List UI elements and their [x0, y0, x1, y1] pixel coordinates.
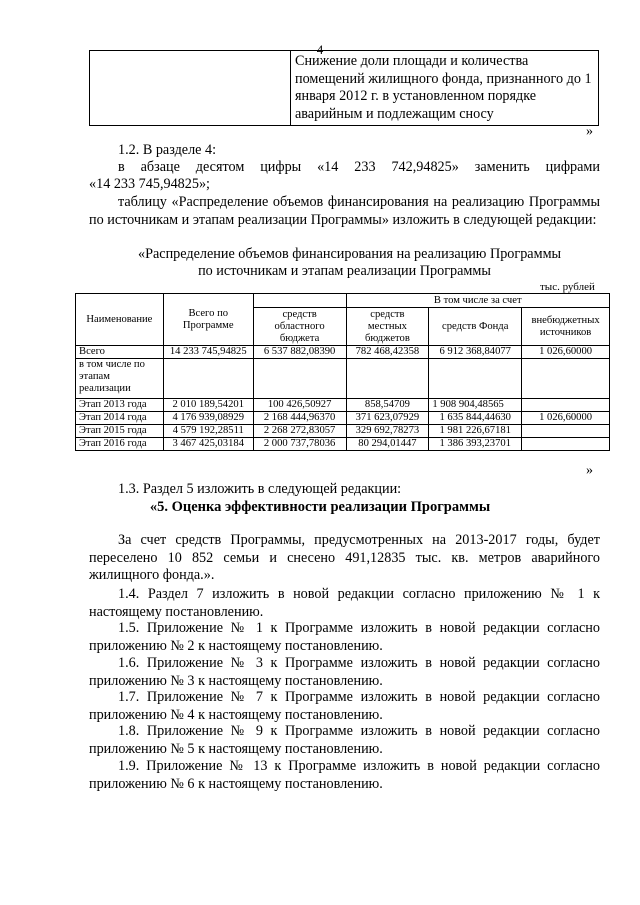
- row-name: Этап 2015 года: [76, 425, 164, 438]
- row-name: Этап 2013 года: [76, 399, 164, 412]
- closing-quote-2: »: [586, 463, 593, 478]
- closing-quote: »: [586, 124, 593, 139]
- row-total: 14 233 745,94825: [163, 346, 253, 359]
- row-local: 371 623,07929: [346, 412, 429, 425]
- row-fund: 1 908 904,48565: [429, 399, 522, 412]
- row-extra: 1 026,60000: [522, 346, 610, 359]
- page-number: 4: [316, 42, 324, 57]
- item-1-2-line1b: «14 233 745,94825»;: [89, 176, 210, 192]
- row-name: Этап 2016 года: [76, 438, 164, 451]
- row-total: 3 467 425,03184: [163, 438, 253, 451]
- header-local: средств местных бюджетов: [346, 308, 429, 346]
- row-regional: 2 168 444,96370: [253, 412, 346, 425]
- header-extra: внебюджетных источников: [522, 308, 610, 346]
- row-local: 782 468,42358: [346, 346, 429, 359]
- item-1-2-heading: 1.2. В разделе 4:: [118, 142, 217, 158]
- row-fund: 6 912 368,84077: [429, 346, 522, 359]
- table-row: [76, 425, 610, 438]
- header-regional: средств областного бюджета: [253, 308, 346, 346]
- row-regional: 6 537 882,08390: [253, 346, 346, 359]
- row-local: 329 692,78273: [346, 425, 429, 438]
- table-title-line2: по источникам и этапам реализации Программы: [198, 263, 491, 279]
- row-name: Всего: [76, 346, 164, 359]
- indicator-table: [89, 50, 599, 126]
- indicator-table-empty-cell: [90, 51, 291, 126]
- header-blank: [253, 294, 346, 308]
- row-local: 80 294,01447: [346, 438, 429, 451]
- table-row: [76, 399, 610, 412]
- unit-label: тыс. рублей: [540, 281, 595, 293]
- row-extra: [522, 359, 610, 399]
- header-name: Наименование: [76, 294, 164, 346]
- row-local: [346, 359, 429, 399]
- table-row: [76, 346, 610, 359]
- row-regional: [253, 359, 346, 399]
- row-extra: [522, 399, 610, 412]
- row-total: [163, 359, 253, 399]
- item-1-3-text: 1.3. Раздел 5 изложить в следующей редакции:: [118, 481, 402, 497]
- table-title-line1: «Распределение объемов финансирования на реализацию Программы: [138, 246, 562, 262]
- row-name: в том числе по этапам реализации: [76, 359, 164, 399]
- row-name: Этап 2014 года: [76, 412, 164, 425]
- item-1-2-line1a: в абзаце десятом цифры «14 233 742,94825» заменить цифрами: [118, 159, 600, 175]
- header-total: Всего по Программе: [163, 294, 253, 346]
- header-including: В том числе за счет: [346, 294, 610, 308]
- indicator-table-text-cell: Снижение доли площади и количества помещений жилищного фонда, признанного до 1 января 2012 г. в установленном порядке аварийным и подлежащим сносу: [291, 51, 599, 126]
- item-1-2-line2: таблицу «Распределение объемов финансирования на реализацию Программы по источникам и этапам реализации Программы» изложить в следующей редакции:: [89, 194, 600, 228]
- row-extra: [522, 425, 610, 438]
- section-5-body: За счет средств Программы, предусмотренных на 2013-2017 годы, будет переселено 10 852 семьи и снесено 491,12835 тыс. кв. метров аварийного жилищного фонда.».: [89, 532, 600, 583]
- row-total: 4 579 192,28511: [163, 425, 253, 438]
- table-row: [76, 359, 610, 399]
- item-1-6: 1.6. Приложение № 3 к Программе изложить в новой редакции согласно приложению № 3 к настоящему постановлению.: [89, 655, 600, 689]
- item-1-9: 1.9. Приложение № 13 к Программе изложить в новой редакции согласно приложению № 6 к настоящему постановлению.: [89, 758, 600, 792]
- row-extra: [522, 438, 610, 451]
- financing-table: [75, 293, 610, 451]
- header-fund: средств Фонда: [429, 308, 522, 346]
- table-row: [76, 412, 610, 425]
- row-total: 2 010 189,54201: [163, 399, 253, 412]
- section-5-heading: «5. Оценка эффективности реализации Программы: [149, 499, 491, 515]
- table-row: [76, 438, 610, 451]
- row-regional: 2 268 272,83057: [253, 425, 346, 438]
- row-fund: 1 386 393,23701: [429, 438, 522, 451]
- item-1-5: 1.5. Приложение № 1 к Программе изложить в новой редакции согласно приложению № 2 к настоящему постановлению.: [89, 620, 600, 654]
- row-fund: 1 635 844,44630: [429, 412, 522, 425]
- row-fund: 1 981 226,67181: [429, 425, 522, 438]
- row-local: 858,54709: [346, 399, 429, 412]
- row-total: 4 176 939,08929: [163, 412, 253, 425]
- item-1-4: 1.4. Раздел 7 изложить в новой редакции согласно приложению № 1 к настоящему постановлению.: [89, 586, 600, 620]
- row-extra: 1 026,60000: [522, 412, 610, 425]
- row-fund: [429, 359, 522, 399]
- row-regional: 100 426,50927: [253, 399, 346, 412]
- item-1-8: 1.8. Приложение № 9 к Программе изложить в новой редакции согласно приложению № 5 к настоящему постановлению.: [89, 723, 600, 757]
- row-regional: 2 000 737,78036: [253, 438, 346, 451]
- item-1-7: 1.7. Приложение № 7 к Программе изложить в новой редакции согласно приложению № 4 к настоящему постановлению.: [89, 689, 600, 723]
